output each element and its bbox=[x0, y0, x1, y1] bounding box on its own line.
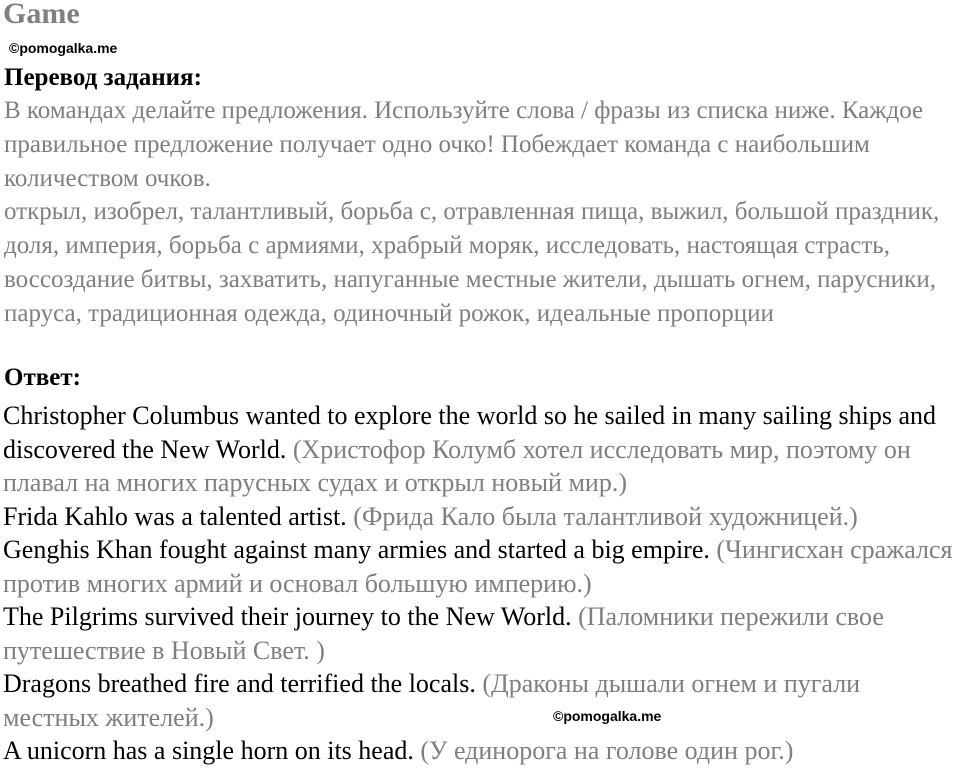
answer-translation: (Паломники пережили свое путешествие в Новый Свет. ) bbox=[3, 602, 884, 665]
word-list: открыл, изобрел, талантливый, борьба с, отравленная пища, выжил, большой праздник, доля, империя, борьба с армиями, храбрый моряк, исследовать, настоящая страсть, воссоздание битвы, захватить, напуганные местные жители, дышать огнем, парусники, паруса, традиционная одежда, одиночный рожок, идеальные пропорции bbox=[4, 198, 940, 327]
answer-translation: (Христофор Колумб хотел исследовать мир, поэтому он плавал на многих парусных судах и открыл новый мир.) bbox=[3, 434, 911, 497]
answer-item bbox=[3, 533, 960, 600]
answer-english: Frida Kahlo was a talented artist. bbox=[3, 501, 347, 531]
answer-english: The Pilgrims survived their journey to the New World. bbox=[3, 602, 572, 631]
answer-english: A unicorn has a single horn on its head. bbox=[3, 736, 414, 765]
answer-item bbox=[3, 500, 960, 534]
answer-translation: (Чингисхан сражался против многих армий и основал большую империю.) bbox=[3, 535, 953, 598]
answer-translation: (Фрида Кало была талантливой художницей.) bbox=[353, 501, 858, 531]
watermark-top: ©pomogalka.me bbox=[9, 40, 118, 56]
answer-english: Genghis Khan fought against many armies and started a big empire. bbox=[3, 535, 710, 564]
watermark-bottom: ©pomogalka.me bbox=[553, 708, 662, 724]
answer-heading: Ответ: bbox=[4, 364, 81, 391]
task-heading: Перевод задания: bbox=[4, 64, 202, 91]
answer-translation: (Драконы дышали огнем и пугали местных жителей.) bbox=[3, 669, 861, 732]
answer-translation: (У единорога на голове один рог.) bbox=[420, 736, 794, 765]
answer-english: Dragons breathed fire and terrified the locals. bbox=[3, 669, 476, 698]
answer-item bbox=[3, 399, 960, 500]
answer-item bbox=[3, 600, 960, 667]
task-text: В командах делайте предложения. Используйте слова / фразы из списка ниже. Каждое правильное предложение получает одно очко! Побеждает команда с наибольшим количеством очков. bbox=[4, 97, 924, 192]
answer-item bbox=[3, 734, 960, 768]
answer-english: Christopher Columbus wanted to explore the world so he sailed in many sailing ships and discovered the New World. bbox=[3, 401, 936, 464]
answer-list bbox=[3, 399, 960, 768]
page-title: Game bbox=[3, 0, 80, 30]
answer-item bbox=[3, 667, 960, 734]
